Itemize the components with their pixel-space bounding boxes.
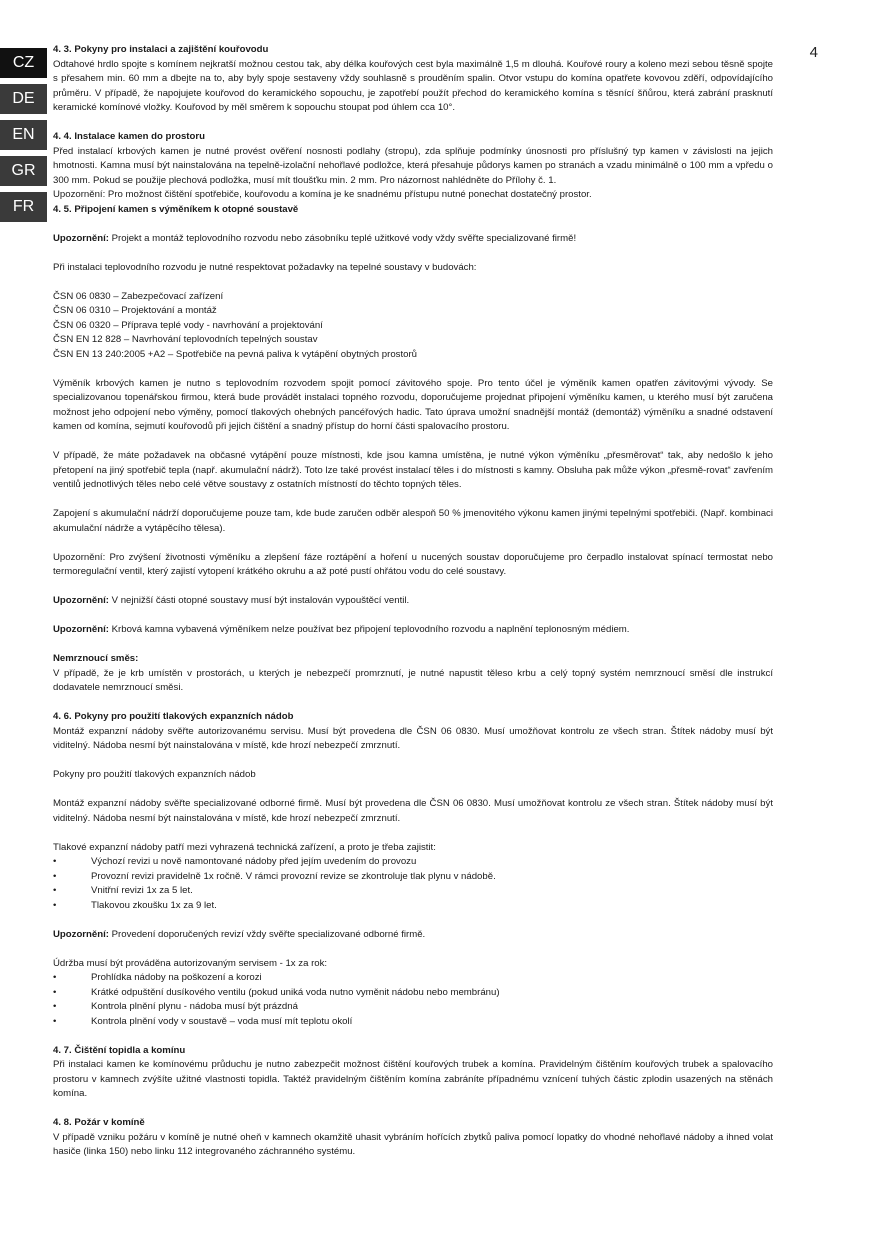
lang-tab-en[interactable]: EN [0,120,47,150]
section-4-6-paragraph: Montáž expanzní nádoby svěřte specializované odborné firmě. Musí být provedena dle ČSN 06 0830. Musí umožňovat kontrolu ze všech stran. Štítek nádoby musí být viditelný. Nádoba nesmí být nainstalována v místě, kde hrozí nebezpečí zmrznutí. [53,798,773,824]
section-4-6-paragraph: Pokyny pro použití tlakových expanzních nádob [53,769,256,780]
section-4-5-paragraph: Upozornění: Pro zvýšení životnosti výměníku a zlepšení fáze roztápění a hoření u nucených soustav doporučujeme pro čerpadlo instalovat spínací termostat nebo termoregulační ventil, který zajistí vytopení krátkého okruhu a až poté pustí ohřátou vodu do celé soustavy. [53,551,773,577]
list-item: • Vnitřní revizi 1x za 5 let. [53,884,773,899]
manual-content [53,43,773,1160]
section-4-6-paragraph: Údržba musí být prováděna autorizovaným servisem - 1x za rok: [53,957,328,969]
language-tabs [0,48,47,228]
section-4-6-title: 4. 6. Pokyny pro použití tlakových expanzních nádob [53,711,294,722]
section-4-7-title: 4. 7. Čištění topidla a komínu [53,1044,186,1056]
section-4-6-paragraph: Tlakové expanzní nádoby patří mezi vyhrazená technická zařízení, a proto je třeba zajistit: [53,841,436,853]
section-4-8-title: 4. 8. Požár v komíně [53,1117,145,1128]
warning-label: Upozornění: [53,232,109,244]
norm-item: ČSN 06 0310 – Projektování a montáž [53,305,217,316]
section-4-3-body: Odtahové hrdlo spojte s komínem nejkratší možnou cestou tak, aby délka kouřových cest byla maximálně 1,5 m dlouhá. Kouřové roury a koleno mezi sebou těsně spojte s přesahem min. 60 mm a dbejte na to, aby byly spoje sestaveny vždy souhlasně s prouděním spalin. Otvor vstupu do komína opatřete kovovou zdĕří, odpovídajícího průměru. V případě, že napojujete kouřovod do keramického sopouchu, je zapotřebí použít přechod do keramického komína s těsnící šňůrou, která zabrání prasknutí keramické komínové vložky. Kouřovod by měl směrem k sopouchu stoupat pod úhlem cca 10°. [53,58,773,113]
section-4-4-title: 4. 4. Instalace kamen do prostoru [53,131,205,142]
norm-item: ČSN 06 0830 – Zabezpečovací zařízení [53,290,224,302]
antifreeze-body: V případě, že je krb umístěn v prostorách, u kterých je nebezpečí promrznutí, je nutné napustit těleso krbu a celý topný systém nemrznoucí směsí dle instrukcí dodavatele nemrznoucí směsi. [53,667,773,693]
section-4-3-title: 4. 3. Pokyny pro instalaci a zajištění kouřovodu [53,44,269,55]
lang-tab-cz[interactable]: CZ [0,48,47,78]
warning-label: Upozornění: [53,928,109,940]
section-4-4-body: Před instalací krbových kamen je nutné provést ověření nosnosti podlahy (stropu), zda splňuje podmínky únosnosti pro příslušný typ kamen v závislosti na jejich hmotnosti. Kamna musí být nainstalována na tepelně-izolační nehořlavé podložce, která přesahuje půdorys kamen po stranách a vzadu minimálně o 100 mm a vpředu o 300 mm. Pokud se použije plechová podložka, musí mít tloušťku min. 2 mm. Pro názornost nahlédněte do Přílohy č. 1. [53,145,773,186]
section-4-4-note: Upozornění: Pro možnost čištění spotřebiče, kouřovodu a komína je ke snadnému přístupu nutné ponechat dostatečný prostor. [53,189,592,200]
section-4-7-body: Při instalaci kamen ke komínovému průduchu je nutno zabezpečit možnost čištění kouřových trubek a komína. Pravidelným čištěním kouřových trubek a spalovacího prostoru v kamnech zvýšíte užitné vlastnosti topidla. Taktéž pravidelným čištěním komína zabráníte případnému vznícení tuhých částic zplodin usazených na stěnách komína. [53,1059,773,1099]
antifreeze-title: Nemrznoucí směs: [53,653,139,664]
list-item: • Kontrola plnění plynu - nádoba musí být prázdná [53,1000,773,1015]
section-4-6-warning [53,928,773,943]
warning-text: Krbová kamna vybavená výměníkem nelze používat bez připojení teplovodního rozvodu a naplnění teplonosným médiem. [108,624,630,635]
norm-item: ČSN EN 13 240:2005 +A2 – Spotřebiče na pevná paliva k vytápění obytných prostorů [53,348,417,360]
section-4-5-warning-1 [53,232,773,247]
lang-tab-de[interactable]: DE [0,84,47,114]
section-4-5-paragraph: Zapojení s akumulační nádrží doporučujeme pouze tam, kde bude zaručen odběr alespoň 50 % jmenovitého výkonu kamen jinými tepelnými spotřebiči. (Např. kombinaci akumulační nádrže a vytápěcího tělesa). [53,508,773,534]
section-4-5-warning-2 [53,594,773,609]
norm-item: ČSN 06 0320 – Příprava teplé vody - navrhování a projektování [53,319,323,331]
section-4-6-paragraph: Montáž expanzní nádoby svěřte autorizovanému servisu. Musí být provedena dle ČSN 06 0830. Musí umožňovat kontrolu ze všech stran. Štítek nádoby musí být viditelný. Nádoba nesmí být nainstalována v místě, kde hrozí nebezpečí zmrznutí. [53,725,773,751]
section-4-8-body: V případě vzniku požáru v komíně je nutné oheň v kamnech okamžitě uhasit vybráním hořících zbytků paliva pomocí lopatky do vhodné nehořlavé nádoby a ihned volat hasiče (linka 150) nebo linku 112 integrovaného záchranného systému. [53,1131,773,1157]
section-4-5-title: 4. 5. Připojení kamen s výměníkem k otopné soustavě [53,203,299,215]
list-item: • Kontrola plnění vody v soustavě – voda musí mít teplotu okolí [53,1015,773,1030]
warning-label: Upozornění: [53,624,109,635]
section-4-5-intro: Při instalaci teplovodního rozvodu je nutné respektovat požadavky na tepelné soustavy v budovách: [53,261,477,273]
section-4-5-warning-3 [53,623,773,638]
norm-item: ČSN EN 12 828 – Navrhování teplovodních tepelných soustav [53,334,318,345]
section-4-5-paragraph: Výměník krbových kamen je nutno s teplovodním rozvodem spojit pomocí závitového spoje. Pro tento účel je výměník kamen opatřen závitovými vývody. Se specializovanou topenářskou firmou, která bude provádět instalaci topného rozvodu, doporučujeme projednat připojení výměníku kamen, u kterého musí být zaručena možnost jeho odpojení nebo výměny, pomocí tlakových ohebných pancéřových hadic. Tato úprava umožní snadnější montáž (demontáž) výměníku a snadné odstavení kamen od komína, sejmutí kouřovodů při jejich čištění a snadný přístup do horní části spalovacího prostoru. [53,377,773,432]
warning-text: Projekt a montáž teplovodního rozvodu nebo zásobníku teplé užitkové vody vždy svěřte specializované firmě! [108,232,577,244]
list-item: • Prohlídka nádoby na poškození a korozi [53,971,773,986]
list-item: • Výchozí revizi u nově namontované nádoby před jejím uvedením do provozu [53,855,773,870]
lang-tab-gr[interactable]: GR [0,156,47,186]
revision-list [53,855,773,913]
page-number: 4 [809,44,818,61]
lang-tab-fr[interactable]: FR [0,192,47,222]
list-item: • Tlakovou zkoušku 1x za 9 let. [53,899,773,914]
warning-text: V nejnižší části otopné soustavy musí být instalován vypouštěcí ventil. [108,595,410,606]
maintenance-list [53,971,773,1029]
warning-text: Provedení doporučených revizí vždy svěřte specializované odborné firmě. [108,928,426,940]
warning-label: Upozornění: [53,595,109,606]
section-4-5-paragraph: V případě, že máte požadavek na občasné vytápění pouze místnosti, kde jsou kamna umístěna, je nutné výkon výměníku „přesměrovat“ tak, aby nedošlo k jeho přetopení na jiný spotřebič tepla (např. akumulační nádrž). Toto lze také provést instalací těles i do místnosti s kamny. Obsluha pak může výkon „přesmě-rovat“ zavřením ventilů jednotlivých těles nebo celé větve soustavy z ostatních místností do těchto topných těles. [53,450,773,490]
list-item: • Provozní revizi pravidelně 1x ročně. V rámci provozní revize se zkontroluje tlak plynu v nádobě. [53,870,773,885]
list-item: • Krátké odpuštění dusíkového ventilu (pokud uniká voda nutno vyměnit nádobu nebo membránu) [53,986,773,1001]
